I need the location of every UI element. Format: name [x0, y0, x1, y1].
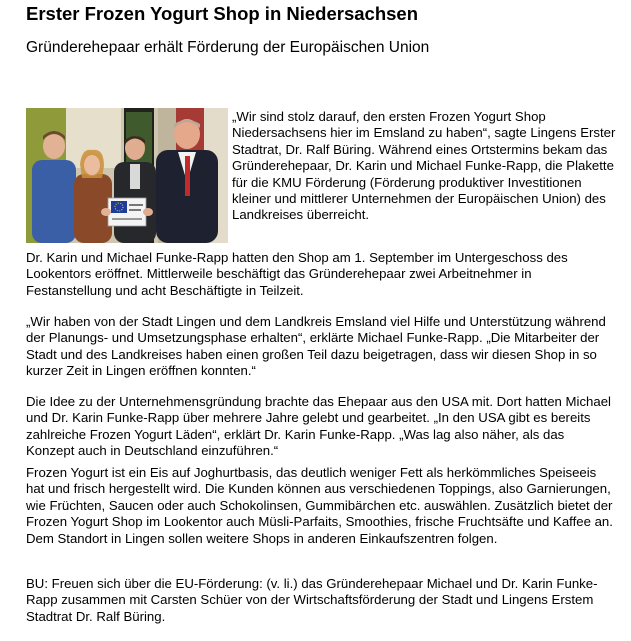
body-paragraph: „Wir haben von der Stadt Lingen und dem Landkreis Emsland viel Hilfe und Unterstützung während der Planungs- und Umsetzungsphase erhalten“, erklärte Michael Funke-Rapp. „Die Mitarbeiter der Stadt und des Landkreises haben einen großen Teil dazu beigetragen, dass wir diesen Shop in so kurzer Zeit in Lingen eröffnen konnten.“	[26, 314, 606, 379]
article-subtitle: Gründerehepaar erhält Förderung der Europäischen Union	[26, 39, 430, 56]
body-paragraph: Frozen Yogurt ist ein Eis auf Joghurtbasis, das deutlich weniger Fett als herkömmliches Speiseeis hat und frisch hergestellt wird. Die Kunden können aus verschiedenen Toppings, also Garnierungen, wie Früchten, Saucen oder auch Schokolinsen, Gummibärchen etc. auswählen. Zusätzlich bietet der Frozen Yogurt Shop im Lookentor auch Müsli-Parfaits, Smoothies, frische Fruchtsäfte und Kaffee an. Dem Standort in Lingen sollen weitere Shops in anderen Einkaufszentren folgen.	[26, 465, 613, 546]
intro-paragraph: „Wir sind stolz darauf, den ersten Frozen Yogurt Shop Niedersachsens hier im Emsland zu haben“, sagte Lingens Erster Stadtrat, Dr. Ralf Büring. Während eines Ortstermins bekam das Gründerehepaar, Dr. Karin und Michael Funke-Rapp, die Plakette für die KMU Förderung (Förderung produktiver Investitionen kleiner und mittlerer Unternehmen der Europäischen Union) des Landkreises überreicht.	[232, 109, 616, 223]
photo-caption: BU: Freuen sich über die EU-Förderung: (v. li.) das Gründerehepaar Michael und Dr. Karin Funke-Rapp zusammen mit Carsten Schüer von der Wirtschaftsförderung der Stadt und Lingens Erstem Stadtrat Dr. Ralf Büring.	[26, 576, 598, 624]
body-paragraph: Die Idee zu der Unternehmensgründung brachte das Ehepaar aus den USA mit. Dort hatten Michael und Dr. Karin Funke-Rapp über mehrere Jahre gelebt und gearbeitet. „In den USA gibt es bereits zahlreiche Frozen Yogurt Läden“, erklärt Dr. Karin Funke-Rapp. „Was lag also näher, als das Konzept auch in Deutschland einzuführen.“	[26, 394, 611, 459]
body-paragraph: Dr. Karin und Michael Funke-Rapp hatten den Shop am 1. September im Untergeschoss des Lookentors eröffnet. Mittlerweile beschäftigt das Gründerehepaar zwei Arbeitnehmer in Festanstellung und acht Beschäftigte in Teilzeit.	[26, 250, 568, 298]
article-title: Erster Frozen Yogurt Shop in Niedersachsen	[26, 3, 419, 24]
group-photo	[26, 108, 228, 243]
